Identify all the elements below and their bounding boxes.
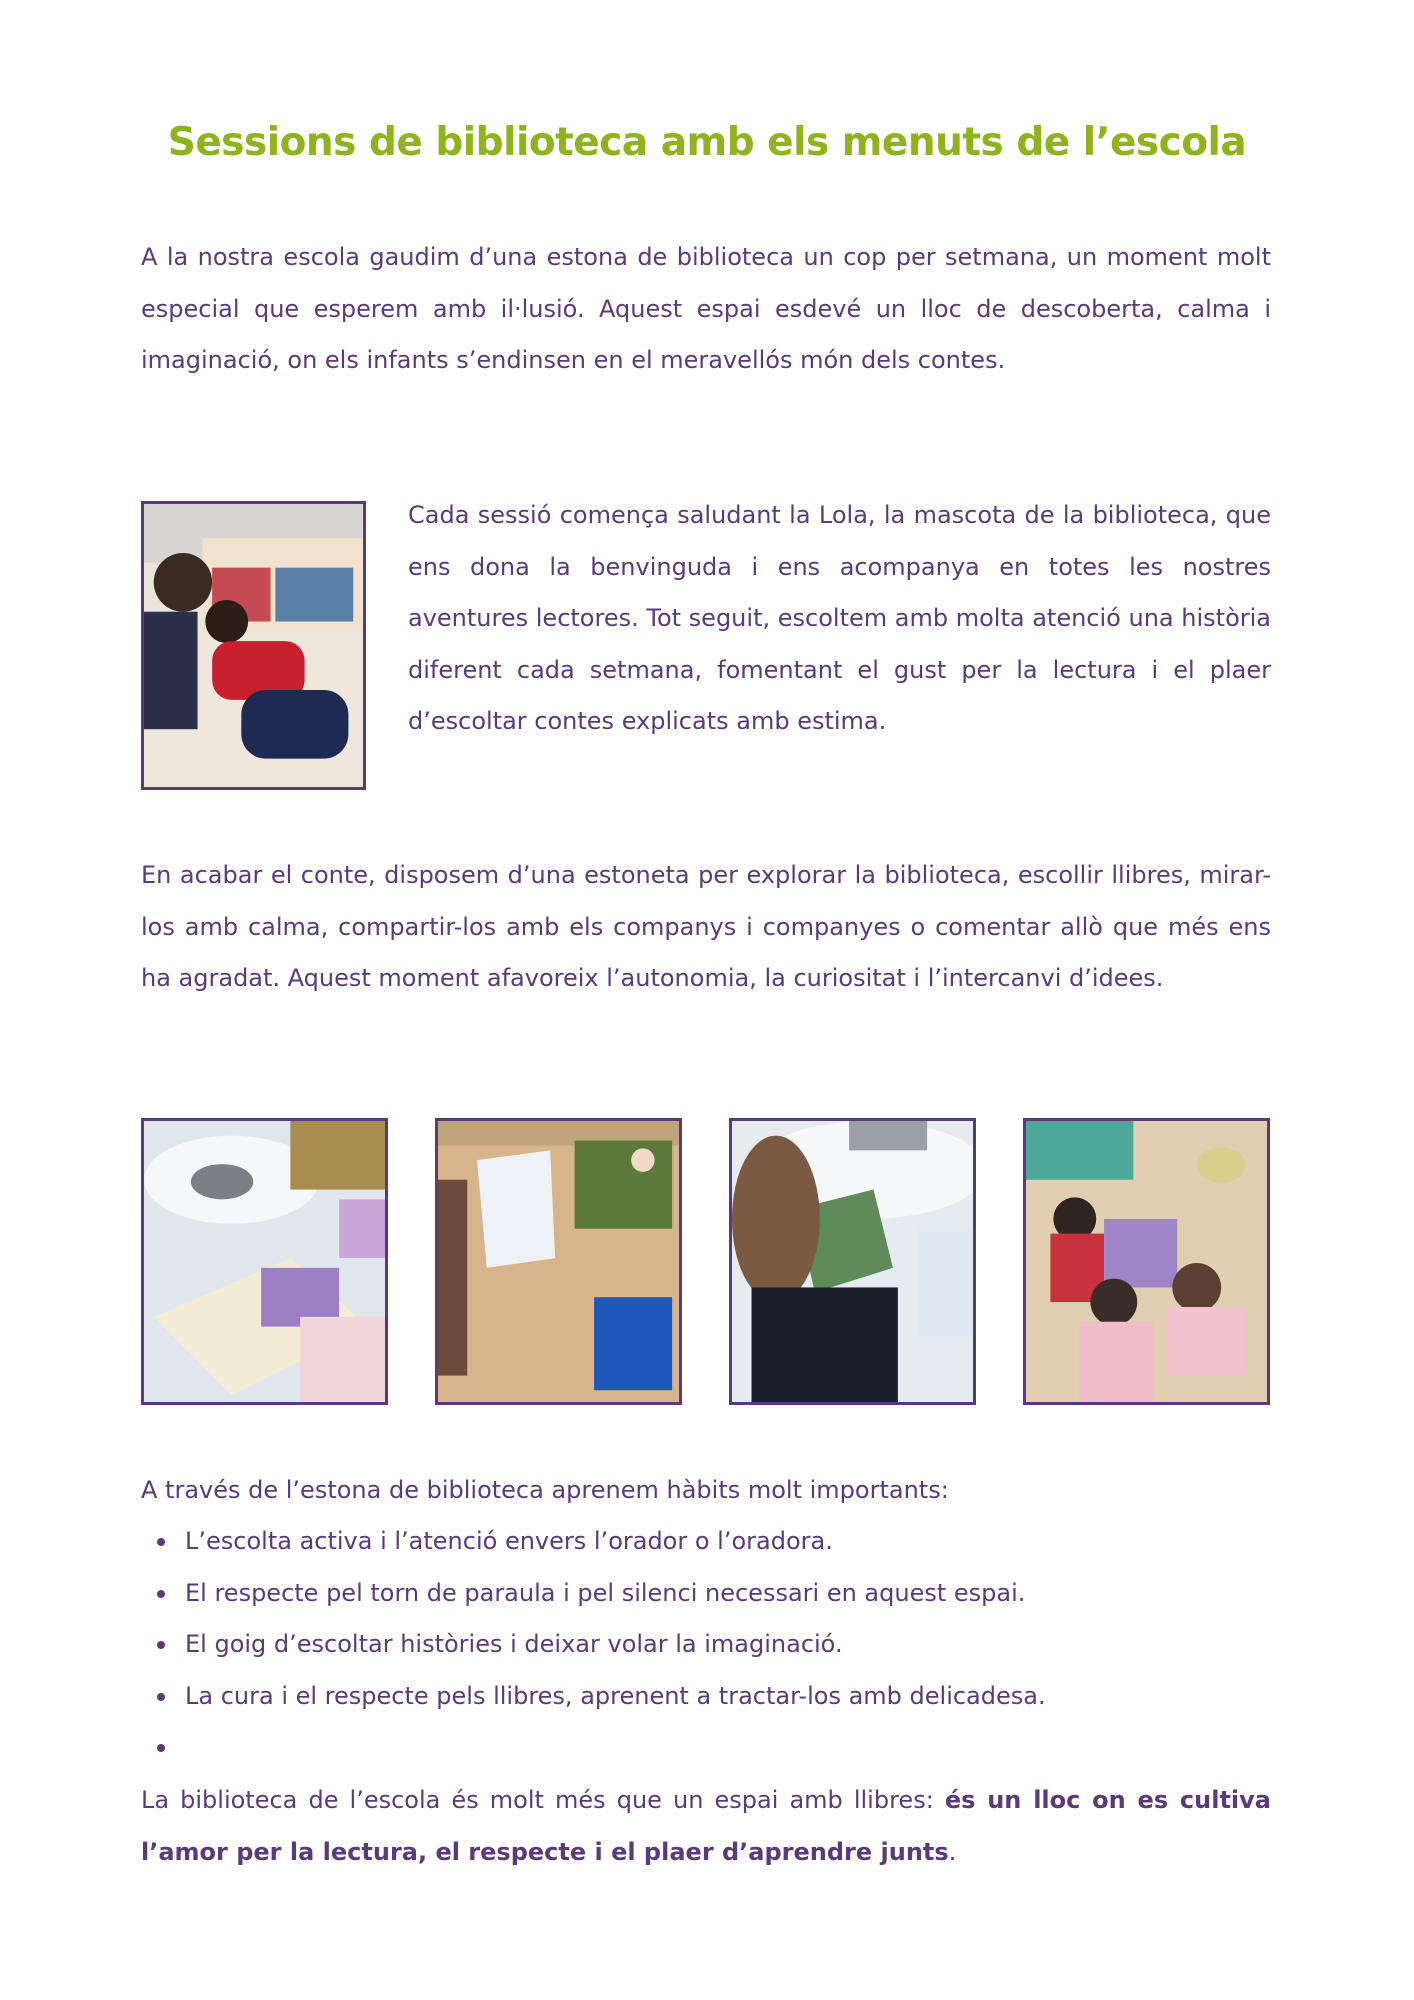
habit-list-item <box>141 1619 1046 1671</box>
session-paragraph: Cada sessió comença saludant la Lola, la mascota de la biblioteca, que ens dona la benvinguda i ens acompanya en totes les nostres aventures lectores. Tot seguit, escoltem amb molta atenció una història diferent cada setmana, fomentant el gust per la lectura i el plaer d’escoltar contes explicats amb estima. <box>408 501 1271 735</box>
photo-children-reading-together <box>1023 1118 1270 1405</box>
page-title: Sessions de biblioteca amb els menuts de l’escola <box>167 120 1247 165</box>
explore-paragraph: En acabar el conte, disposem d’una estoneta per explorar la biblioteca, escollir llibres, mirar-los amb calma, compartir-los amb els companys i companyes o comentar allò que més ens ha agradat. Aquest moment afavoreix l’autonomia, la curiositat i l’intercanvi d’idees. <box>141 861 1271 992</box>
bullet-icon <box>157 1641 165 1649</box>
habit-list-item <box>141 1671 1046 1723</box>
photo-children-at-bookshelf <box>141 501 366 790</box>
habit-text: La cura i el respecte pels llibres, aprenent a tractar-los amb delicadesa. <box>185 1681 1046 1710</box>
habit-list-item <box>141 1722 1046 1774</box>
bullet-icon <box>157 1538 165 1546</box>
habit-text: El goig d’escoltar històries i deixar volar la imaginació. <box>185 1630 843 1658</box>
intro-paragraph: A la nostra escola gaudim d’una estona de biblioteca un cop per setmana, un moment molt especial que esperem amb il·lusió. Aquest espai esdevé un lloc de descoberta, calma i imaginació, on els infants s’endinsen en el meravellós món dels contes. <box>141 243 1271 374</box>
photo-book-on-table <box>141 1118 388 1405</box>
photo-child-pointing-book <box>729 1118 976 1405</box>
habits-intro: A través de l’estona de biblioteca aprenem hàbits molt importants: <box>141 1476 949 1504</box>
habit-list-item <box>141 1568 1046 1620</box>
closing-period: . <box>948 1837 957 1866</box>
habit-list-item <box>141 1516 1046 1568</box>
closing-paragraph <box>141 1775 1271 1878</box>
bullet-icon <box>157 1693 165 1701</box>
closing-text: La biblioteca de l’escola és molt més que un espai amb llibres: <box>141 1786 945 1814</box>
photo-hands-with-books <box>435 1118 682 1405</box>
habit-text: L’escolta activa i l’atenció envers l’orador o l’oradora. <box>185 1527 833 1555</box>
closing-emphasis: és un lloc on es cultiva l’amor per la lectura, el respecte i el plaer d’aprendre junts <box>141 1786 1271 1866</box>
habit-text: El respecte pel torn de paraula i pel silenci necessari en aquest espai. <box>185 1578 1026 1607</box>
habits-list <box>141 1516 1046 1774</box>
bullet-icon <box>157 1590 165 1598</box>
bullet-icon <box>157 1744 165 1752</box>
